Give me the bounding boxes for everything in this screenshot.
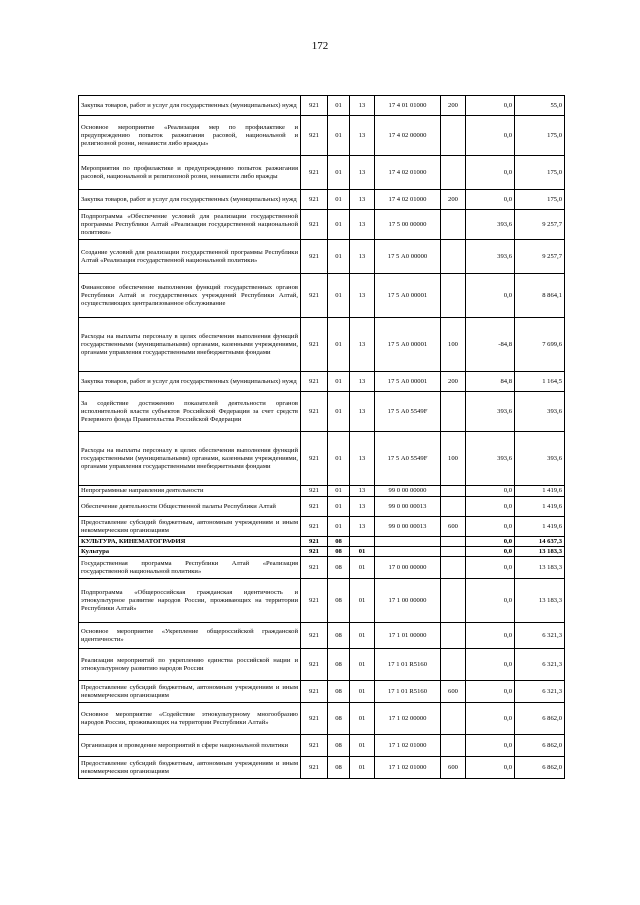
cell-vr <box>441 623 466 649</box>
cell-amount-1: 393,6 <box>466 392 515 432</box>
cell-amount-1: -84,8 <box>466 318 515 372</box>
cell-amount-1: 0,0 <box>466 156 515 190</box>
cell-vr: 600 <box>441 517 466 537</box>
cell-ved: 921 <box>301 517 328 537</box>
cell-ved: 921 <box>301 116 328 156</box>
cell-csr: 17 5 А0 00001 <box>375 372 441 392</box>
cell-ved: 921 <box>301 497 328 517</box>
cell-ved: 921 <box>301 579 328 623</box>
cell-ved: 921 <box>301 240 328 274</box>
cell-pr <box>350 537 375 547</box>
cell-vr <box>441 649 466 681</box>
table-row <box>79 190 565 210</box>
cell-vr <box>441 486 466 497</box>
table-row <box>79 486 565 497</box>
cell-amount-2: 175,0 <box>515 190 565 210</box>
cell-amount-2: 13 183,3 <box>515 579 565 623</box>
cell-ved: 921 <box>301 372 328 392</box>
cell-pr: 13 <box>350 372 375 392</box>
cell-rz: 01 <box>328 432 350 486</box>
cell-amount-1: 0,0 <box>466 116 515 156</box>
cell-name: Обеспечение деятельности Общественной палаты Республики Алтай <box>79 497 301 517</box>
cell-amount-1: 0,0 <box>466 96 515 116</box>
cell-ved: 921 <box>301 432 328 486</box>
cell-csr: 99 0 00 00013 <box>375 517 441 537</box>
cell-vr <box>441 210 466 240</box>
cell-csr: 17 5 00 00000 <box>375 210 441 240</box>
cell-ved: 921 <box>301 623 328 649</box>
cell-vr <box>441 497 466 517</box>
cell-csr: 17 4 01 01000 <box>375 96 441 116</box>
cell-amount-1: 0,0 <box>466 579 515 623</box>
cell-csr: 17 1 02 01000 <box>375 735 441 757</box>
cell-name: Культура <box>79 547 301 557</box>
cell-amount-2: 14 637,3 <box>515 537 565 547</box>
cell-csr <box>375 547 441 557</box>
cell-amount-2: 13 183,3 <box>515 557 565 579</box>
cell-vr: 100 <box>441 432 466 486</box>
cell-pr: 13 <box>350 432 375 486</box>
table-row <box>79 735 565 757</box>
cell-rz: 08 <box>328 681 350 703</box>
cell-vr <box>441 547 466 557</box>
cell-ved: 921 <box>301 96 328 116</box>
cell-rz: 08 <box>328 649 350 681</box>
cell-amount-1: 0,0 <box>466 649 515 681</box>
cell-csr: 17 5 А0 5549F <box>375 392 441 432</box>
cell-pr: 13 <box>350 318 375 372</box>
cell-amount-2: 7 699,6 <box>515 318 565 372</box>
cell-rz: 08 <box>328 623 350 649</box>
cell-csr: 17 1 00 00000 <box>375 579 441 623</box>
cell-pr: 13 <box>350 156 375 190</box>
cell-amount-2: 6 321,3 <box>515 623 565 649</box>
table-row <box>79 318 565 372</box>
cell-pr: 13 <box>350 210 375 240</box>
cell-name: Закупка товаров, работ и услуг для государственных (муниципальных) нужд <box>79 190 301 210</box>
cell-pr: 13 <box>350 517 375 537</box>
cell-amount-2: 6 321,3 <box>515 649 565 681</box>
cell-rz: 01 <box>328 517 350 537</box>
cell-csr: 17 4 02 01000 <box>375 156 441 190</box>
cell-vr <box>441 274 466 318</box>
cell-csr: 17 5 А0 00000 <box>375 240 441 274</box>
cell-pr: 01 <box>350 557 375 579</box>
cell-name: Предоставление субсидий бюджетным, автономным учреждениям и иным некоммерческим организациям <box>79 517 301 537</box>
cell-amount-2: 175,0 <box>515 156 565 190</box>
table-row <box>79 274 565 318</box>
cell-csr: 17 1 01 R5160 <box>375 681 441 703</box>
table-row <box>79 557 565 579</box>
cell-ved: 921 <box>301 557 328 579</box>
cell-name: Финансовое обеспечение выполнения функций государственных органов Республики Алтай и государственных учреждений Республики Алтай, осуществляющих централизованное обслуживание <box>79 274 301 318</box>
cell-pr: 13 <box>350 497 375 517</box>
cell-rz: 08 <box>328 547 350 557</box>
cell-csr: 17 4 02 01000 <box>375 190 441 210</box>
cell-name: Реализация мероприятий по укреплению единства российской нации и этнокультурному развитию народов России <box>79 649 301 681</box>
cell-pr: 01 <box>350 579 375 623</box>
cell-pr: 13 <box>350 274 375 318</box>
cell-rz: 01 <box>328 96 350 116</box>
cell-pr: 01 <box>350 757 375 779</box>
cell-vr: 600 <box>441 681 466 703</box>
cell-amount-1: 84,8 <box>466 372 515 392</box>
cell-amount-2: 175,0 <box>515 116 565 156</box>
cell-amount-2: 1 419,6 <box>515 486 565 497</box>
cell-csr: 17 1 02 01000 <box>375 757 441 779</box>
cell-name: Основное мероприятие «Содействие этнокультурному многообразию народов России, проживающих на территории Республики Алтай» <box>79 703 301 735</box>
cell-amount-2: 1 164,5 <box>515 372 565 392</box>
cell-pr: 13 <box>350 392 375 432</box>
table-row <box>79 757 565 779</box>
cell-pr: 13 <box>350 96 375 116</box>
cell-csr <box>375 537 441 547</box>
cell-amount-1: 0,0 <box>466 537 515 547</box>
cell-pr: 13 <box>350 116 375 156</box>
cell-csr: 17 1 01 00000 <box>375 623 441 649</box>
cell-csr: 17 5 А0 5549F <box>375 432 441 486</box>
cell-vr: 600 <box>441 757 466 779</box>
cell-rz: 01 <box>328 372 350 392</box>
table-row <box>79 432 565 486</box>
cell-vr: 200 <box>441 96 466 116</box>
cell-ved: 921 <box>301 547 328 557</box>
cell-amount-2: 6 862,0 <box>515 735 565 757</box>
cell-ved: 921 <box>301 681 328 703</box>
cell-csr: 17 1 02 00000 <box>375 703 441 735</box>
cell-amount-1: 393,6 <box>466 210 515 240</box>
cell-csr: 99 0 00 00000 <box>375 486 441 497</box>
cell-amount-2: 8 864,1 <box>515 274 565 318</box>
cell-pr: 01 <box>350 735 375 757</box>
cell-vr <box>441 116 466 156</box>
cell-name: Создание условий для реализации государственной программы Республики Алтай «Реализация государственной национальной политики» <box>79 240 301 274</box>
table-row <box>79 649 565 681</box>
cell-name: Подпрограмма «Обеспечение условий для реализации государственной программы Республики Алтай «Реализация государственной национальной политики» <box>79 210 301 240</box>
cell-name: За содействие достижению показателей деятельности органов исполнительной власти субъектов Российской Федерации за счет средств Резервного фонда Правительства Российской Федерации <box>79 392 301 432</box>
cell-name: Мероприятия по профилактике и предупреждению попыток разжигания расовой, национальной и религиозной розни, ненависти либо вражды <box>79 156 301 190</box>
cell-amount-1: 393,6 <box>466 432 515 486</box>
cell-rz: 08 <box>328 557 350 579</box>
cell-rz: 01 <box>328 497 350 517</box>
cell-amount-2: 13 183,3 <box>515 547 565 557</box>
cell-rz: 01 <box>328 116 350 156</box>
cell-amount-1: 0,0 <box>466 517 515 537</box>
cell-rz: 08 <box>328 579 350 623</box>
cell-name: Закупка товаров, работ и услуг для государственных (муниципальных) нужд <box>79 372 301 392</box>
cell-amount-1: 0,0 <box>466 757 515 779</box>
cell-rz: 08 <box>328 757 350 779</box>
cell-amount-1: 0,0 <box>466 557 515 579</box>
cell-amount-2: 9 257,7 <box>515 240 565 274</box>
cell-name: Организация и проведение мероприятий в сфере национальной политики <box>79 735 301 757</box>
cell-amount-2: 1 419,6 <box>515 497 565 517</box>
cell-vr: 200 <box>441 372 466 392</box>
cell-csr: 17 5 А0 00001 <box>375 318 441 372</box>
cell-name: Подпрограмма «Общероссийская гражданская идентичность и этнокультурное развитие народов России, проживающих на территории Республики Алтай» <box>79 579 301 623</box>
cell-amount-2: 6 862,0 <box>515 703 565 735</box>
cell-vr: 200 <box>441 190 466 210</box>
cell-csr: 17 0 00 00000 <box>375 557 441 579</box>
cell-name: Основное мероприятие «Реализация мер по профилактике и предупреждению попыток разжигания расовой, национальной и религиозной розни, ненависти либо вражды» <box>79 116 301 156</box>
cell-ved: 921 <box>301 649 328 681</box>
cell-amount-1: 0,0 <box>466 274 515 318</box>
cell-vr <box>441 156 466 190</box>
cell-csr: 17 1 01 R5160 <box>375 649 441 681</box>
cell-vr <box>441 735 466 757</box>
cell-amount-1: 0,0 <box>466 623 515 649</box>
table-row <box>79 392 565 432</box>
cell-ved: 921 <box>301 703 328 735</box>
cell-vr <box>441 537 466 547</box>
cell-amount-2: 393,6 <box>515 392 565 432</box>
cell-name: КУЛЬТУРА, КИНЕМАТОГРАФИЯ <box>79 537 301 547</box>
cell-pr: 13 <box>350 240 375 274</box>
table-row <box>79 547 565 557</box>
budget-table <box>78 95 565 779</box>
cell-ved: 921 <box>301 156 328 190</box>
cell-name: Предоставление субсидий бюджетным, автономным учреждениям и иным некоммерческим организациям <box>79 681 301 703</box>
cell-rz: 01 <box>328 318 350 372</box>
table-row <box>79 240 565 274</box>
cell-pr: 13 <box>350 190 375 210</box>
cell-rz: 01 <box>328 240 350 274</box>
cell-pr: 01 <box>350 703 375 735</box>
table-row <box>79 703 565 735</box>
cell-rz: 01 <box>328 392 350 432</box>
cell-rz: 08 <box>328 703 350 735</box>
cell-name: Закупка товаров, работ и услуг для государственных (муниципальных) нужд <box>79 96 301 116</box>
cell-pr: 13 <box>350 486 375 497</box>
cell-amount-1: 0,0 <box>466 190 515 210</box>
cell-csr: 17 4 02 00000 <box>375 116 441 156</box>
cell-ved: 921 <box>301 537 328 547</box>
cell-amount-2: 6 862,0 <box>515 757 565 779</box>
cell-amount-2: 9 257,7 <box>515 210 565 240</box>
cell-amount-2: 55,0 <box>515 96 565 116</box>
table-row <box>79 579 565 623</box>
cell-name: Непрограммные направления деятельности <box>79 486 301 497</box>
table-row <box>79 517 565 537</box>
cell-amount-1: 0,0 <box>466 486 515 497</box>
cell-rz: 08 <box>328 537 350 547</box>
cell-ved: 921 <box>301 190 328 210</box>
page-number: 172 <box>311 40 329 52</box>
cell-pr: 01 <box>350 547 375 557</box>
cell-rz: 01 <box>328 486 350 497</box>
cell-amount-1: 0,0 <box>466 497 515 517</box>
cell-pr: 01 <box>350 649 375 681</box>
cell-ved: 921 <box>301 735 328 757</box>
cell-amount-2: 1 419,6 <box>515 517 565 537</box>
cell-pr: 01 <box>350 681 375 703</box>
cell-rz: 08 <box>328 735 350 757</box>
cell-ved: 921 <box>301 210 328 240</box>
cell-ved: 921 <box>301 274 328 318</box>
table-row <box>79 537 565 547</box>
table-row <box>79 116 565 156</box>
cell-amount-1: 0,0 <box>466 735 515 757</box>
cell-amount-2: 393,6 <box>515 432 565 486</box>
cell-amount-1: 393,6 <box>466 240 515 274</box>
cell-vr <box>441 392 466 432</box>
cell-amount-2: 6 321,3 <box>515 681 565 703</box>
cell-amount-1: 0,0 <box>466 703 515 735</box>
cell-ved: 921 <box>301 486 328 497</box>
cell-name: Расходы на выплаты персоналу в целях обеспечения выполнения функций государственными (муниципальными) органами, казенными учреждениями, органами управления государственными внебюджетными фондами <box>79 432 301 486</box>
cell-name: Расходы на выплаты персоналу в целях обеспечения выполнения функций государственными (муниципальными) органами, казенными учреждениями, органами управления государственными внебюджетными фондами <box>79 318 301 372</box>
table-row <box>79 372 565 392</box>
cell-ved: 921 <box>301 757 328 779</box>
cell-vr <box>441 703 466 735</box>
table-row <box>79 623 565 649</box>
cell-vr <box>441 579 466 623</box>
cell-vr <box>441 240 466 274</box>
cell-csr: 99 0 00 00013 <box>375 497 441 517</box>
cell-rz: 01 <box>328 156 350 190</box>
cell-rz: 01 <box>328 274 350 318</box>
cell-ved: 921 <box>301 392 328 432</box>
table-row <box>79 497 565 517</box>
cell-rz: 01 <box>328 190 350 210</box>
cell-vr <box>441 557 466 579</box>
table-row <box>79 96 565 116</box>
cell-ved: 921 <box>301 318 328 372</box>
cell-rz: 01 <box>328 210 350 240</box>
cell-vr: 100 <box>441 318 466 372</box>
table-row <box>79 681 565 703</box>
cell-name: Государственная программа Республики Алтай «Реализация государственной национальной политики» <box>79 557 301 579</box>
cell-name: Основное мероприятие «Укрепление общероссийской гражданской идентичности» <box>79 623 301 649</box>
table-row <box>79 210 565 240</box>
table-row <box>79 156 565 190</box>
cell-pr: 01 <box>350 623 375 649</box>
cell-amount-1: 0,0 <box>466 547 515 557</box>
cell-amount-1: 0,0 <box>466 681 515 703</box>
cell-name: Предоставление субсидий бюджетным, автономным учреждениям и иным некоммерческим организациям <box>79 757 301 779</box>
cell-csr: 17 5 А0 00001 <box>375 274 441 318</box>
